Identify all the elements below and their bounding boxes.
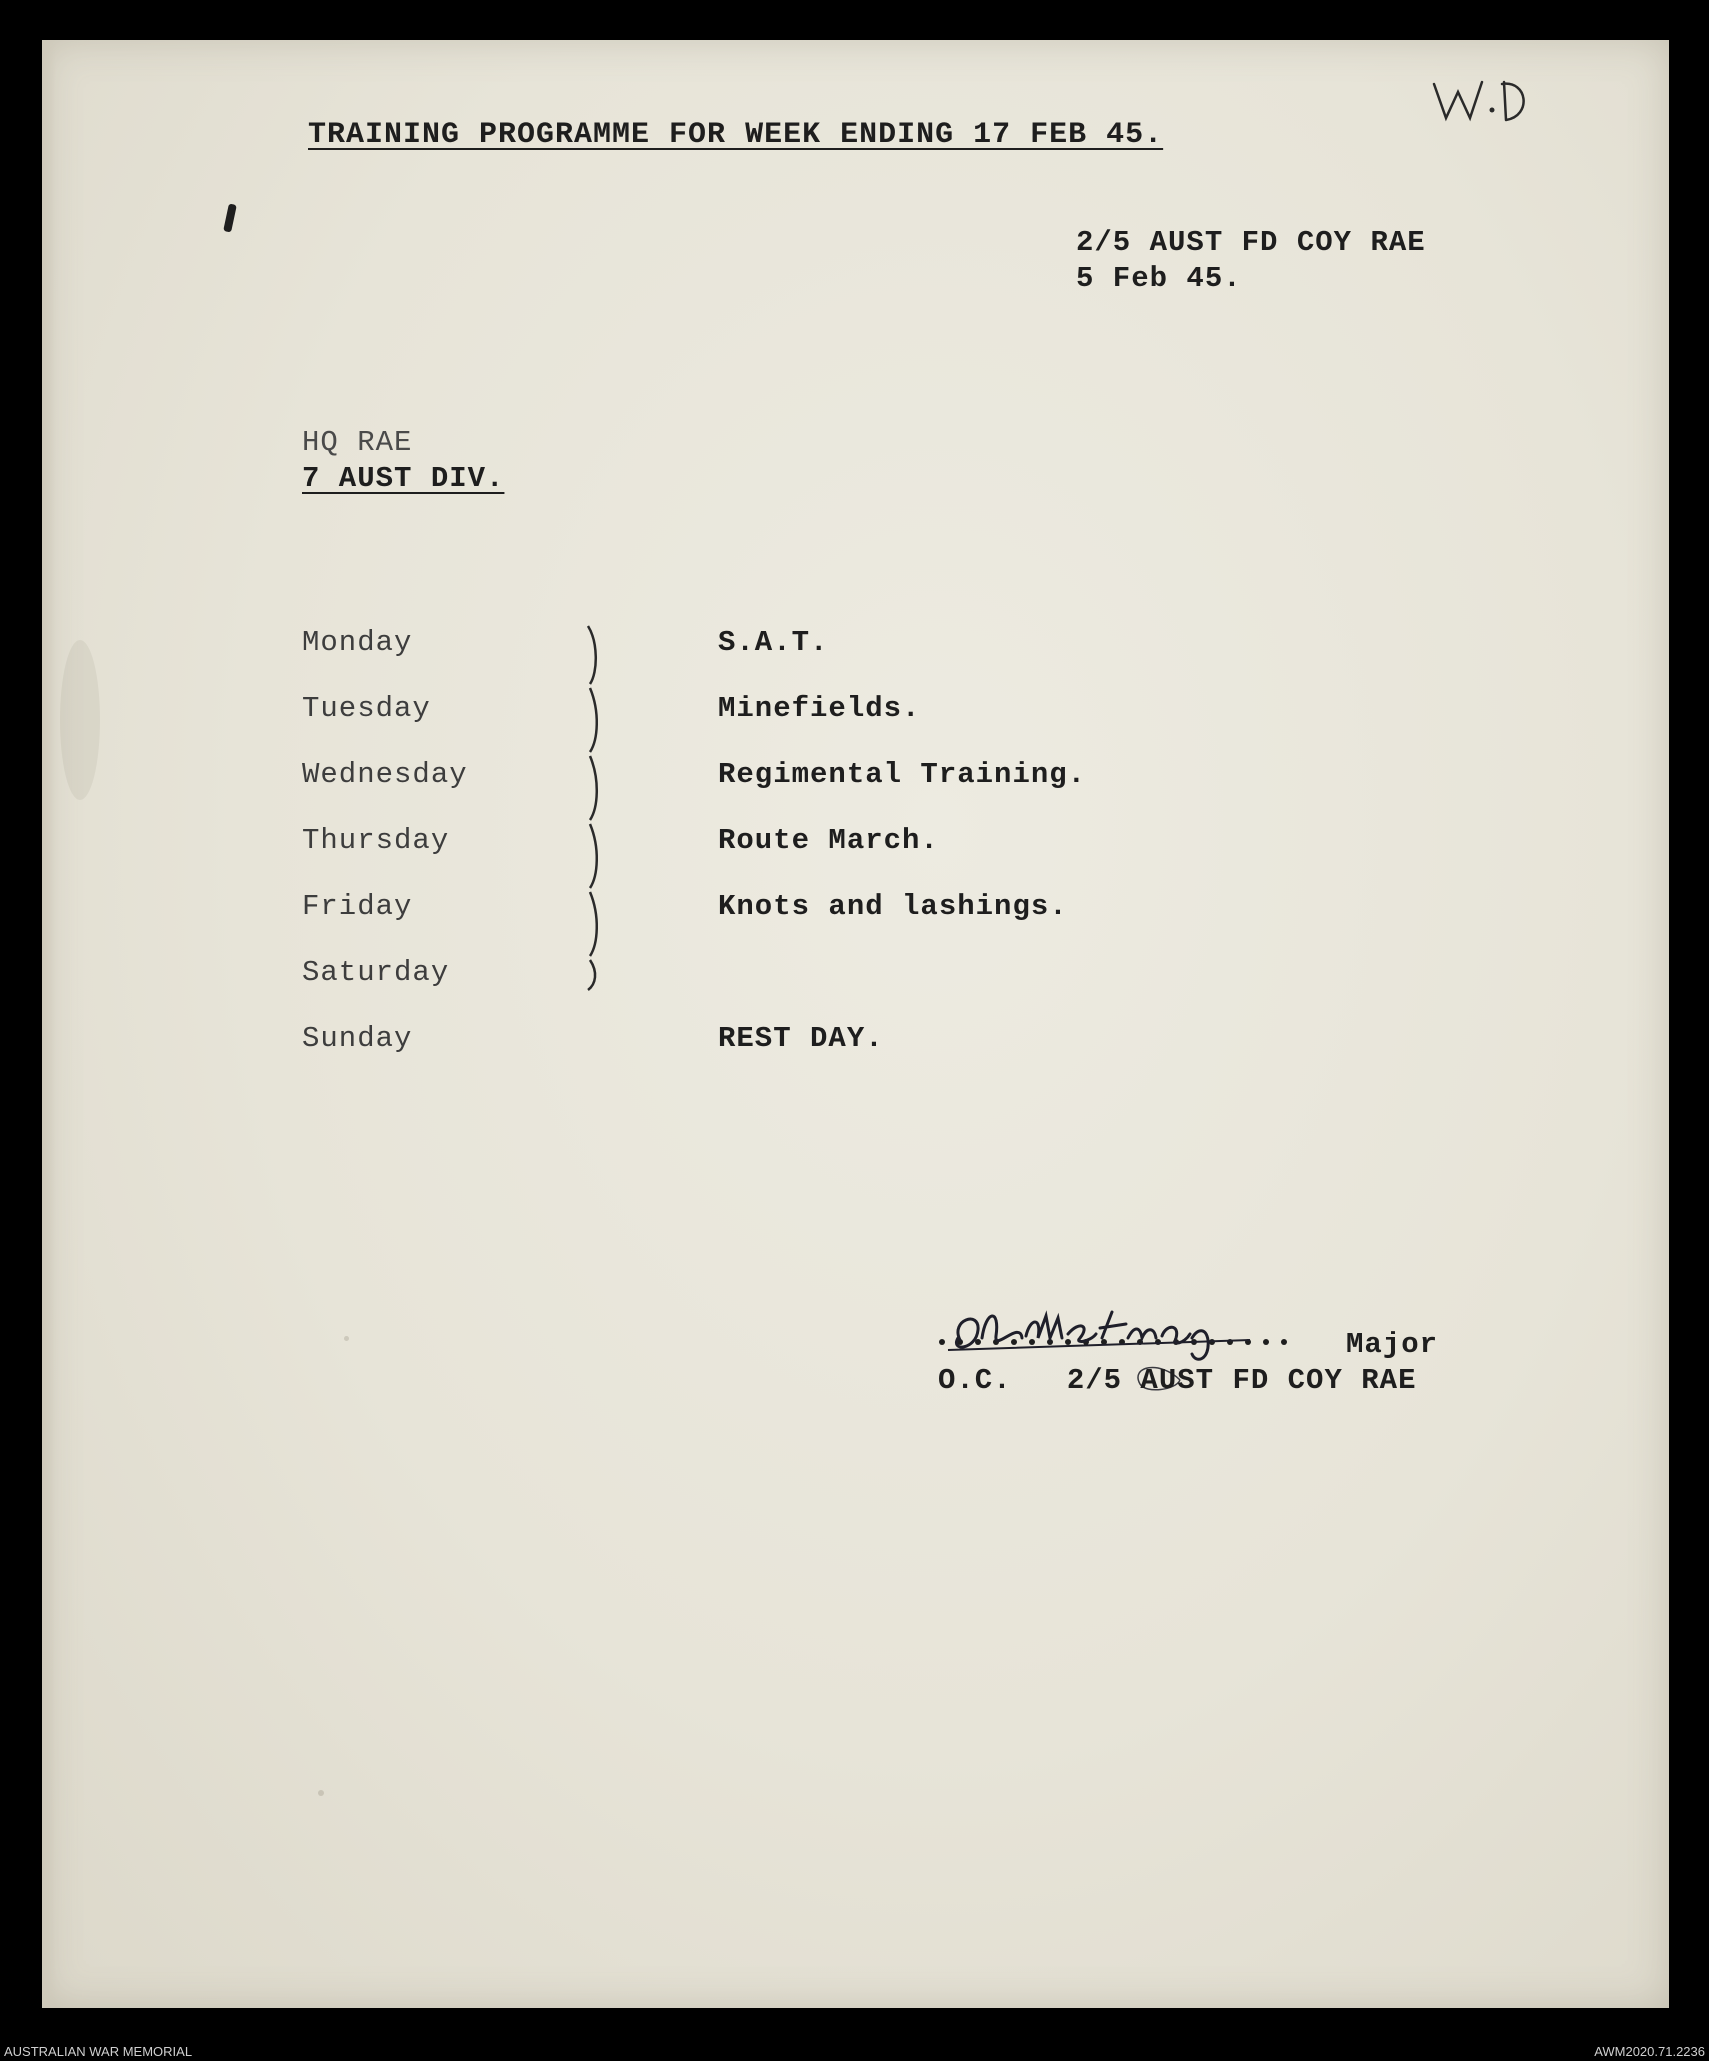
document-title: TRAINING PROGRAMME FOR WEEK ENDING 17 FEB 45. — [308, 118, 1164, 152]
schedule-day: Tuesday — [302, 692, 431, 725]
paper-speck — [344, 1336, 349, 1341]
handwritten-wd-note — [1428, 70, 1538, 130]
signature-title: O.C. 2/5 AUST FD COY RAE — [938, 1364, 1417, 1397]
signature-rank: Major — [1346, 1328, 1439, 1361]
schedule-activity: Route March. — [718, 824, 939, 857]
document-date: 5 Feb 45. — [1076, 262, 1242, 295]
paper-smudge — [60, 640, 100, 800]
archive-footer-left: AUSTRALIAN WAR MEMORIAL — [4, 2044, 193, 2059]
sender-unit: 2/5 AUST FD COY RAE — [1076, 226, 1426, 259]
schedule-day: Wednesday — [302, 758, 468, 791]
schedule-activity: S.A.T. — [718, 626, 829, 659]
schedule-day: Friday — [302, 890, 413, 923]
schedule-activity: Knots and lashings. — [718, 890, 1068, 923]
schedule-day: Thursday — [302, 824, 450, 857]
paper-edge-shadow — [42, 40, 56, 2008]
addressee-line-2: 7 AUST DIV. — [302, 462, 505, 495]
schedule-day: Saturday — [302, 956, 450, 989]
schedule-day: Monday — [302, 626, 413, 659]
archive-footer-right: AWM2020.71.2236 — [1594, 2044, 1705, 2059]
schedule-activity: Minefields. — [718, 692, 921, 725]
schedule-activity: REST DAY. — [718, 1022, 884, 1055]
schedule-activity: Regimental Training. — [718, 758, 1087, 791]
schedule-bracket — [582, 622, 606, 992]
addressee-line-1: HQ RAE — [302, 426, 413, 459]
schedule-day: Sunday — [302, 1022, 413, 1055]
paper-speck — [318, 1790, 324, 1796]
